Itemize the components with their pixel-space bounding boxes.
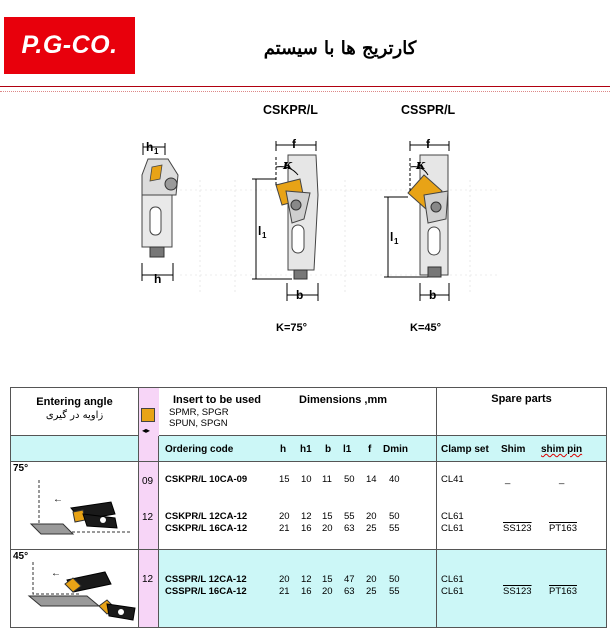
svg-text:1: 1	[262, 231, 267, 240]
turning-45-icon	[11, 550, 138, 628]
page-title: کارتریج ها با سیستم	[263, 38, 417, 59]
svg-text:1: 1	[154, 147, 159, 156]
header-divider-dotted	[0, 91, 610, 92]
header-divider	[0, 86, 610, 87]
svg-text:b: b	[429, 288, 437, 302]
svg-text:←: ←	[51, 568, 61, 579]
insert-width-arrow-icon: ◂▸	[142, 426, 151, 435]
table-row: CSKPR/L 12CA-12 20 12 15 55 20 50	[165, 511, 400, 522]
svg-text:1: 1	[394, 237, 399, 246]
group-75-illustration: 75° ←	[11, 462, 139, 550]
insert-square-icon	[141, 408, 155, 422]
svg-text:l: l	[258, 224, 262, 238]
group-75-rows	[159, 462, 437, 550]
group-45-illustration: 45° ←	[11, 550, 139, 628]
label-csspr: CSSPR/L	[401, 103, 456, 117]
cskpr-drawing	[252, 137, 318, 302]
svg-text:l: l	[390, 230, 394, 244]
angle-label-75: K=75°	[276, 322, 308, 334]
group-45-spares: CL61 CL61 SS123 PT163	[437, 550, 607, 628]
svg-text:κ: κ	[283, 158, 293, 173]
label-cskpr: CSKPR/L	[263, 103, 318, 117]
group-75-spares: CL41 _ _ CL61 CL61 SS123 PT163	[437, 462, 607, 550]
svg-text:κ: κ	[416, 158, 426, 173]
spec-table: Entering angle زاویه در گیری ◂▸ Insert to be used SPMR, SPGR SPUN, SPGN Dimensions ,mm Spare parts Ordering code h h1 b l1 f Dmin Clamp set Shim shim pin 75° ← 09 12 CSKPR/L 10CA-09 15 10 11 50 14 40 CSKPR/L 12CA-12 20 12 15 55 20 50 CSKPR/L 16CA-12 21 16 20 63 25 55 CL41 _ _ CL61 CL61 SS123 PT163 45° ← 12 CSSPR/L 12CA-12 20 12 15 47 20 50 CSSPR/L 16CA-12 21 16 20 63 25 55 CL61 CL61 SS123 PT163	[10, 387, 607, 628]
angle-label-45: K=45°	[410, 322, 442, 334]
company-logo: P.G-CO.	[4, 17, 135, 74]
entering-angle-header: Entering angle زاویه در گیری	[11, 388, 139, 436]
svg-text:b: b	[296, 288, 304, 302]
group-45-rows	[159, 550, 437, 628]
spare-parts-header: Spare parts	[437, 388, 607, 436]
front-view-drawing	[142, 140, 178, 286]
cartridge-drawings	[0, 95, 610, 315]
table-row: CSSPR/L 16CA-12 21 16 20 63 25 55	[165, 586, 400, 597]
insert-dimensions-header: ◂▸ Insert to be used SPMR, SPGR SPUN, SPGN Dimensions ,mm	[139, 388, 437, 436]
table-row: CSKPR/L 16CA-12 21 16 20 63 25 55	[165, 523, 400, 534]
svg-text:f: f	[292, 137, 296, 151]
csspr-drawing	[384, 137, 449, 302]
svg-text:f: f	[426, 137, 430, 151]
table-row: CSKPR/L 10CA-09 15 10 11 50 14 40	[165, 474, 400, 485]
svg-text:h: h	[154, 272, 162, 286]
turning-75-icon	[11, 462, 138, 550]
svg-text:h: h	[146, 140, 154, 154]
spare-column-headers: Clamp set Shim shim pin	[437, 436, 607, 462]
table-row: CSSPR/L 12CA-12 20 12 15 47 20 50	[165, 574, 400, 585]
column-headers: Ordering code h h1 b l1 f Dmin	[159, 436, 437, 462]
svg-text:←: ←	[53, 494, 63, 505]
